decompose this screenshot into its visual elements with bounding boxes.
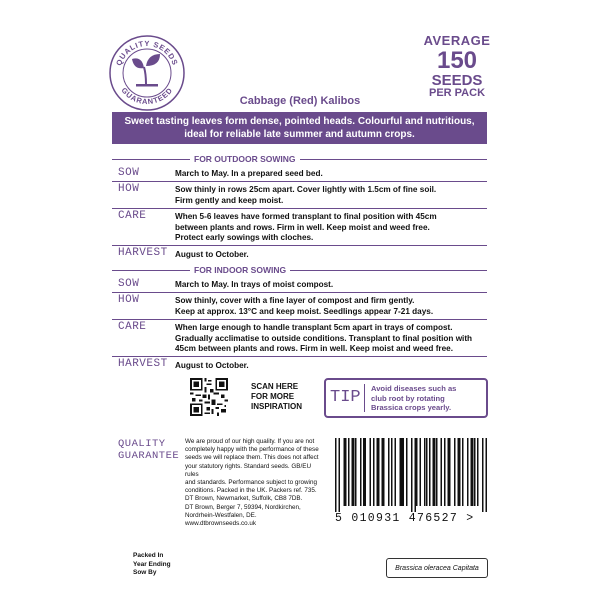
- guarantee-line: conditions. Packed in the UK. Packers ref. 735.: [185, 487, 317, 495]
- step-line: Protect early sowings with cloches.: [175, 233, 314, 242]
- barcode-bar: [424, 438, 425, 506]
- barcode-bar: [459, 438, 460, 506]
- step-line: August to October.: [175, 361, 249, 370]
- scan-line: SCAN HERE: [251, 382, 299, 391]
- step-line: between plants and rows. Firm in well. Keep moist and weed free.: [175, 222, 430, 232]
- barcode-bar: [378, 438, 379, 506]
- indoor-section-heading: [112, 264, 487, 276]
- divider: [112, 319, 487, 320]
- divider: [112, 208, 487, 209]
- barcode-bar: [352, 438, 353, 506]
- average-label: AVERAGE: [423, 33, 491, 48]
- outdoor-sow-label: SOW: [118, 167, 140, 179]
- step-line: When 5-6 leaves have formed transplant to final position with 45cm: [175, 212, 437, 221]
- barcode-bar: [474, 438, 475, 506]
- description-line: Sweet tasting leaves form dense, pointed heads. Colourful and nutritious,: [124, 116, 475, 127]
- barcode-bar: [381, 438, 382, 506]
- barcode-bar: [401, 438, 402, 506]
- qr-code[interactable]: [190, 378, 228, 416]
- barcode-bar: [436, 438, 437, 506]
- barcode-bar: [343, 438, 344, 506]
- logo-ring-bottom: GUARANTEED: [119, 85, 175, 107]
- step-line: March to May. In trays of moist compost.: [175, 280, 334, 289]
- barcode-bar: [434, 438, 435, 506]
- guarantee-line: DT Brown, Newmarket, Suffolk, CB8 7DB.: [185, 495, 303, 503]
- indoor-care-label: CARE: [118, 321, 147, 333]
- barcode: [335, 438, 487, 512]
- barcode-bar: [355, 438, 356, 506]
- year-ending-label: Year Ending: [133, 560, 171, 568]
- barcode-bar: [376, 438, 377, 506]
- barcode-bar: [482, 438, 483, 512]
- barcode-bar: [348, 438, 349, 506]
- barcode-bar: [432, 438, 433, 506]
- barcode-bar: [429, 438, 430, 506]
- barcode-bar: [414, 438, 415, 512]
- barcode-bar: [447, 438, 448, 506]
- step-line: When large enough to handle transplant 5cm apart in trays of compost.: [175, 323, 453, 332]
- guarantee-line: Nordrhein-Westfalen, DE. www.dtbrownseeds.co.uk: [185, 511, 257, 528]
- seeds-label: SEEDS: [431, 72, 483, 89]
- packed-info: [133, 552, 171, 578]
- indoor-harvest-text: [175, 361, 487, 372]
- barcode-bar: [406, 438, 407, 506]
- step-line: Sow thinly in rows 25cm apart. Cover lightly with 1.5cm of fine soil.: [175, 185, 437, 194]
- indoor-harvest-label: HARVEST: [118, 358, 168, 370]
- step-line: Keep at approx. 13°C and keep moist. Seedlings appear 7-21 days.: [175, 306, 434, 316]
- tip-line: Brassica crops yearly.: [371, 403, 452, 412]
- barcode-bar: [457, 438, 458, 506]
- guarantee-line: seeds we will replace them. This does not affect: [185, 454, 319, 462]
- scan-line: FOR MORE: [251, 392, 295, 401]
- step-line: Sow thinly, cover with a fine layer of compost and firm gently.: [175, 296, 415, 305]
- guarantee-text: [185, 438, 325, 528]
- barcode-bar: [467, 438, 468, 506]
- barcode-bar: [411, 438, 412, 512]
- scan-prompt: [251, 382, 302, 412]
- barcode-bar: [454, 438, 455, 506]
- barcode-bar: [426, 438, 427, 506]
- description-banner: [112, 112, 487, 144]
- indoor-care-text: [175, 323, 487, 355]
- indoor-sow-label: SOW: [118, 278, 140, 290]
- tip-line: Avoid diseases such as: [371, 384, 457, 393]
- sow-by-label: Sow By: [133, 569, 157, 576]
- seed-count-badge: [418, 34, 496, 99]
- tip-box: [324, 378, 488, 418]
- barcode-bar: [416, 438, 417, 506]
- barcode-bar: [472, 438, 473, 506]
- barcode-bar: [360, 438, 361, 506]
- step-line: August to October.: [175, 250, 249, 259]
- guarantee-line: your statutory rights. Standard seeds. GB/EU rules: [185, 462, 311, 478]
- logo-ring-top: QUALITY SEEDS: [114, 38, 180, 67]
- indoor-how-label: HOW: [118, 294, 140, 306]
- guarantee-line: and standards. Performance subject to growing: [185, 479, 317, 487]
- indoor-sow-text: [175, 280, 487, 291]
- barcode-bar: [391, 438, 392, 506]
- barcode-bar: [335, 438, 336, 512]
- barcode-bar: [470, 438, 471, 506]
- per-pack-label: PER PACK: [428, 87, 486, 99]
- barcode-bar: [383, 438, 384, 506]
- guarantee-line: completely happy with the performance of these: [185, 446, 319, 454]
- barcode-bar: [419, 438, 420, 506]
- barcode-bar: [485, 438, 486, 512]
- latin-name: Brassica oleracea Capitata: [386, 558, 488, 578]
- indoor-heading-text: FOR INDOOR SOWING: [190, 264, 290, 276]
- barcode-bar: [365, 438, 366, 506]
- divider: [112, 356, 487, 357]
- outdoor-sow-text: [175, 169, 487, 180]
- product-name: Cabbage (Red) Kalibos: [239, 95, 361, 107]
- outdoor-heading-text: FOR OUTDOOR SOWING: [190, 153, 300, 165]
- barcode-bar: [449, 438, 450, 506]
- step-line: Firm gently and keep moist.: [175, 195, 284, 205]
- barcode-bar: [394, 438, 395, 506]
- description-line: ideal for reliable late summer and autumn crops.: [184, 129, 415, 140]
- barcode-bar: [477, 438, 478, 506]
- tip-text: [371, 384, 486, 413]
- barcode-bar: [388, 438, 389, 506]
- barcode-bar: [462, 438, 463, 506]
- divider: [112, 245, 487, 246]
- barcode-bar: [353, 438, 354, 506]
- tip-label: TIP: [330, 388, 361, 407]
- guarantee-line: DT Brown, Berger 7, 59394, Nordkirchen,: [185, 503, 301, 511]
- barcode-bar: [370, 438, 371, 506]
- seedling-icon: [132, 54, 160, 87]
- step-line: March to May. In a prepared seed bed.: [175, 169, 323, 178]
- divider: [112, 181, 487, 182]
- step-line: Gradually acclimatise to outside conditions. Transplant to final position with: [175, 333, 473, 343]
- scan-line: INSPIRATION: [251, 402, 302, 411]
- divider: [112, 292, 487, 293]
- tip-line: club root by rotating: [371, 393, 445, 403]
- guarantee-line: GUARANTEE: [118, 450, 180, 462]
- quality-guarantee-label: [118, 438, 179, 462]
- outdoor-how-text: [175, 185, 487, 206]
- outdoor-harvest-label: HARVEST: [118, 247, 168, 259]
- barcode-bar: [444, 438, 445, 506]
- barcode-number: 5 010931 476527 >: [335, 512, 475, 525]
- barcode-bar: [338, 438, 339, 512]
- step-line: 45cm between plants and rows. Firm in well. Keep moist and weed free.: [175, 344, 453, 353]
- outdoor-care-label: CARE: [118, 210, 147, 222]
- outdoor-how-label: HOW: [118, 183, 140, 195]
- barcode-bar: [363, 438, 364, 506]
- guarantee-line: We are proud of our high quality. If you are not: [185, 438, 315, 445]
- barcode-bar: [399, 438, 400, 506]
- barcode-bar: [403, 438, 404, 506]
- seed-count: 150: [436, 47, 478, 74]
- packed-in-label: Packed In: [133, 552, 164, 559]
- barcode-bar: [345, 438, 346, 506]
- barcode-bar: [373, 438, 374, 506]
- quality-line: QUALITY: [118, 438, 166, 450]
- outdoor-section-heading: [112, 153, 487, 165]
- outdoor-harvest-text: [175, 250, 487, 261]
- indoor-how-text: [175, 296, 487, 317]
- outdoor-care-text: [175, 212, 487, 244]
- barcode-bar: [441, 438, 442, 506]
